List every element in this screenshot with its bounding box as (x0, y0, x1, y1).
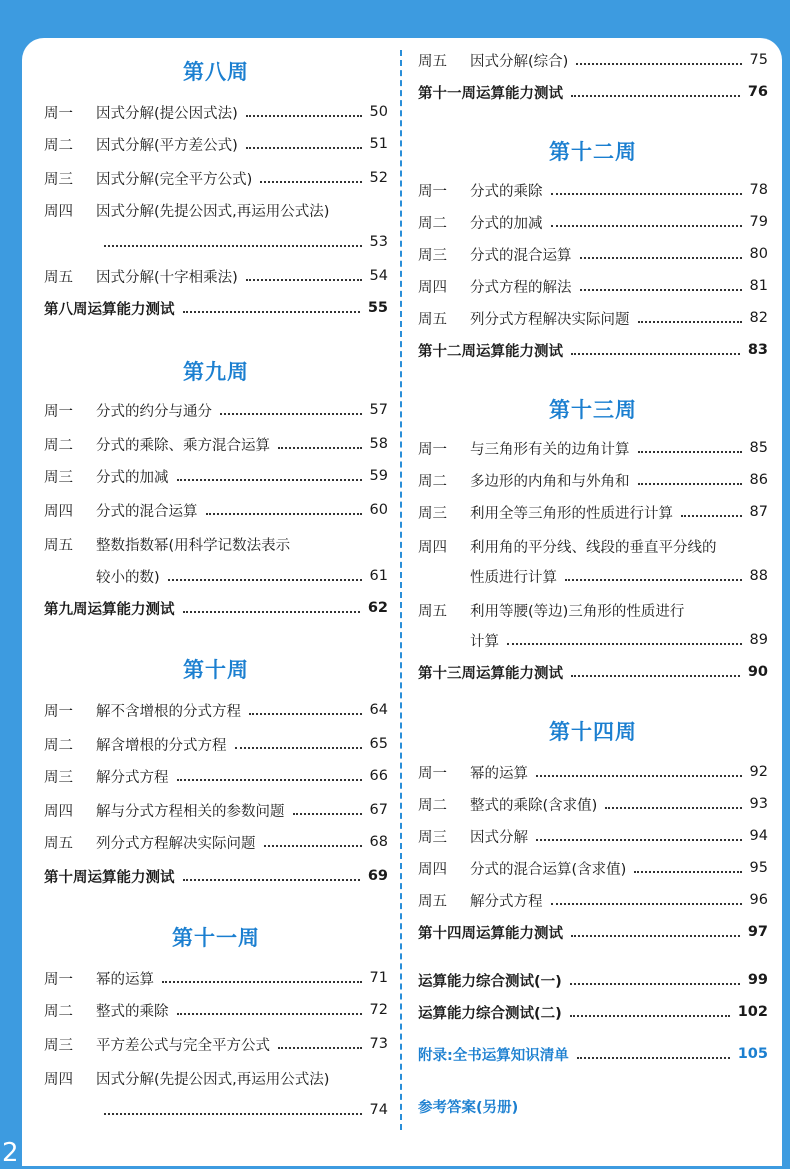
toc-entry[interactable] (418, 274, 768, 298)
page-ref: 57 (369, 402, 388, 418)
entry-title: 平方差公式与完全平方公式 (96, 1037, 270, 1054)
leader-dots (168, 579, 362, 581)
leader-dots (278, 447, 362, 449)
leader-dots (551, 903, 742, 905)
day-label: 周二 (44, 737, 73, 754)
page-ref: 59 (369, 468, 388, 484)
page-ref: 102 (737, 1004, 768, 1020)
weekly-test-entry[interactable] (418, 80, 768, 104)
leader-dots (571, 95, 740, 97)
day-label: 周二 (418, 215, 447, 232)
leader-dots (536, 775, 742, 777)
leader-dots (206, 513, 362, 515)
weekly-test-entry[interactable] (44, 596, 388, 620)
entry-title: 第八周运算能力测试 (44, 301, 175, 318)
leader-dots (638, 321, 742, 323)
leader-dots (681, 515, 742, 517)
week-12-heading: 第十二周 (549, 140, 637, 164)
toc-entry[interactable] (44, 732, 388, 756)
day-label: 周三 (418, 505, 447, 522)
leader-dots (177, 779, 362, 781)
entry-title: 幂的运算 (470, 765, 528, 782)
page-ref: 105 (737, 1046, 768, 1062)
toc-entry[interactable] (44, 464, 388, 488)
toc-entry[interactable] (44, 166, 388, 190)
leader-dots (183, 879, 360, 881)
leader-dots (162, 981, 362, 983)
toc-entry[interactable] (418, 210, 768, 234)
entry-title: 解分式方程 (470, 893, 543, 910)
leader-dots (278, 1047, 362, 1049)
leader-dots (580, 257, 742, 259)
toc-entry[interactable] (418, 242, 768, 266)
page-ref: 94 (749, 828, 768, 844)
leader-dots (220, 413, 362, 415)
day-label: 周四 (44, 803, 73, 820)
leader-dots (571, 675, 740, 677)
entry-title: 分式的约分与通分 (96, 403, 212, 420)
page-ref: 53 (369, 234, 388, 250)
toc-entry[interactable] (44, 498, 388, 522)
entry-title: 整数指数幂(用科学记数法表示 (96, 537, 291, 554)
day-label: 周二 (44, 1003, 73, 1020)
day-label: 周三 (44, 469, 73, 486)
page-ref: 90 (747, 664, 768, 680)
day-label: 周一 (418, 765, 447, 782)
toc-entry[interactable] (418, 888, 768, 912)
toc-entry[interactable] (418, 856, 768, 880)
day-label: 周一 (418, 183, 447, 200)
page-ref: 92 (749, 764, 768, 780)
entry-title: 与三角形有关的边角计算 (470, 441, 630, 458)
entry-title: 解含增根的分式方程 (96, 737, 227, 754)
day-label: 周五 (418, 311, 447, 328)
leader-dots (576, 63, 741, 65)
toc-entry[interactable] (44, 830, 388, 854)
page-ref: 69 (367, 868, 388, 884)
toc-entry[interactable] (418, 436, 768, 460)
entry-title: 利用全等三角形的性质进行计算 (470, 505, 673, 522)
week-8-heading: 第八周 (183, 60, 249, 84)
leader-dots (536, 839, 742, 841)
page-ref: 75 (749, 52, 768, 68)
entry-title: 解不含增根的分式方程 (96, 703, 241, 720)
page-ref: 68 (369, 834, 388, 850)
toc-entry[interactable] (44, 1032, 388, 1056)
day-label: 周一 (44, 971, 73, 988)
weekly-test-entry[interactable] (418, 660, 768, 684)
comprehensive-test-entry[interactable] (418, 1000, 768, 1024)
page-ref: 88 (749, 568, 768, 584)
page-ref: 65 (369, 736, 388, 752)
weekly-test-entry[interactable] (44, 296, 388, 320)
leader-dots (634, 871, 741, 873)
day-label: 周四 (44, 203, 73, 220)
day-label: 周四 (418, 861, 447, 878)
day-label: 周一 (44, 703, 73, 720)
entry-title: 因式分解(平方差公式) (96, 137, 238, 154)
page-ref: 51 (369, 136, 388, 152)
page-ref: 64 (369, 702, 388, 718)
toc-entry[interactable] (418, 534, 768, 558)
leader-dots (104, 1113, 362, 1115)
entry-title: 因式分解(十字相乘法) (96, 269, 238, 286)
leader-dots (183, 311, 360, 313)
page-ref: 54 (369, 268, 388, 284)
day-label: 周二 (44, 137, 73, 154)
entry-title: 运算能力综合测试(一) (418, 973, 562, 990)
leader-dots (571, 935, 740, 937)
leader-dots (580, 289, 742, 291)
toc-entry[interactable] (418, 500, 768, 524)
day-label: 周一 (44, 105, 73, 122)
toc-entry[interactable] (418, 306, 768, 330)
entry-title: 较小的数) (96, 569, 160, 586)
day-label: 周二 (44, 437, 73, 454)
page-ref: 96 (749, 892, 768, 908)
toc-entry[interactable] (44, 798, 388, 822)
toc-entry[interactable] (44, 764, 388, 788)
comprehensive-test-entry[interactable] (418, 968, 768, 992)
leader-dots (177, 479, 362, 481)
page-ref: 50 (369, 104, 388, 120)
entry-title: 第十三周运算能力测试 (418, 665, 563, 682)
entry-title: 幂的运算 (96, 971, 154, 988)
day-label: 周四 (44, 1071, 73, 1088)
toc-entry[interactable] (418, 824, 768, 848)
entry-title: 多边形的内角和与外角和 (470, 473, 630, 490)
entry-title: 分式的乘除、乘方混合运算 (96, 437, 270, 454)
page-ref: 66 (369, 768, 388, 784)
toc-entry[interactable] (418, 468, 768, 492)
toc-entry[interactable] (44, 198, 388, 222)
entry-title: 列分式方程解决实际问题 (470, 311, 630, 328)
entry-title: 附录:全书运算知识清单 (418, 1047, 569, 1064)
day-label: 周二 (418, 473, 447, 490)
entry-title: 整式的乘除 (96, 1003, 169, 1020)
page-ref: 73 (369, 1036, 388, 1052)
leader-dots (638, 483, 742, 485)
leader-dots (570, 983, 740, 985)
entry-title: 分式的混合运算(含求值) (470, 861, 627, 878)
toc-entry-continuation[interactable] (470, 564, 768, 588)
entry-title: 分式的加减 (470, 215, 543, 232)
toc-entry[interactable] (44, 698, 388, 722)
toc-entry[interactable] (418, 178, 768, 202)
day-label: 周五 (44, 835, 73, 852)
page-ref: 58 (369, 436, 388, 452)
leader-dots (638, 451, 742, 453)
entry-title: 因式分解(先提公因式,再运用公式法) (96, 1071, 330, 1088)
page-ref: 85 (749, 440, 768, 456)
entry-title: 分式的混合运算 (470, 247, 572, 264)
week-14-heading: 第十四周 (549, 720, 637, 744)
page-ref: 61 (369, 568, 388, 584)
day-label: 周三 (44, 171, 73, 188)
leader-dots (246, 279, 362, 281)
leader-dots (551, 193, 742, 195)
leader-dots (264, 845, 362, 847)
leader-dots (104, 245, 362, 247)
entry-title: 因式分解(先提公因式,再运用公式法) (96, 203, 330, 220)
day-label: 周五 (418, 603, 447, 620)
day-label: 周三 (44, 1037, 73, 1054)
day-label: 周四 (418, 279, 447, 296)
leader-dots (605, 807, 741, 809)
week-11-heading: 第十一周 (172, 926, 260, 950)
page-ref: 95 (749, 860, 768, 876)
entry-title: 因式分解(完全平方公式) (96, 171, 253, 188)
answers-entry[interactable] (418, 1094, 768, 1118)
toc-entry[interactable] (418, 760, 768, 784)
page-ref: 79 (749, 214, 768, 230)
toc-entry[interactable] (44, 264, 388, 288)
leader-dots (235, 747, 362, 749)
leader-dots (177, 1013, 362, 1015)
day-label: 周一 (418, 441, 447, 458)
page-ref: 62 (367, 600, 388, 616)
leader-dots (577, 1057, 730, 1059)
toc-entry[interactable] (418, 792, 768, 816)
entry-title: 参考答案(另册) (418, 1099, 519, 1116)
entry-title: 分式方程的解法 (470, 279, 572, 296)
leader-dots (246, 115, 362, 117)
day-label: 周五 (418, 893, 447, 910)
entry-title: 第九周运算能力测试 (44, 601, 175, 618)
leader-dots (260, 181, 361, 183)
leader-dots (570, 1015, 730, 1017)
entry-title: 第十周运算能力测试 (44, 869, 175, 886)
weekly-test-entry[interactable] (418, 338, 768, 362)
page-ref: 52 (369, 170, 388, 186)
entry-title: 第十四周运算能力测试 (418, 925, 563, 942)
toc-entry[interactable] (418, 48, 768, 72)
day-label: 周三 (418, 247, 447, 264)
leader-dots (571, 353, 740, 355)
page-ref: 80 (749, 246, 768, 262)
toc-entry-continuation[interactable] (470, 628, 768, 652)
day-label: 周三 (44, 769, 73, 786)
entry-title: 分式的加减 (96, 469, 169, 486)
page-ref: 55 (367, 300, 388, 316)
toc-entry[interactable] (418, 598, 768, 622)
toc-entry[interactable] (44, 998, 388, 1022)
day-label: 周五 (44, 537, 73, 554)
entry-title: 因式分解(综合) (470, 53, 569, 70)
entry-title: 第十一周运算能力测试 (418, 85, 563, 102)
leader-dots (565, 579, 742, 581)
page-ref: 99 (747, 972, 768, 988)
entry-title: 解与分式方程相关的参数问题 (96, 803, 285, 820)
leader-dots (249, 713, 362, 715)
leader-dots (551, 225, 742, 227)
entry-title: 解分式方程 (96, 769, 169, 786)
toc-entry[interactable] (44, 1066, 388, 1090)
entry-title: 列分式方程解决实际问题 (96, 835, 256, 852)
toc-entry[interactable] (44, 100, 388, 124)
day-label: 周三 (418, 829, 447, 846)
entry-title: 计算 (470, 633, 499, 650)
entry-title: 分式的乘除 (470, 183, 543, 200)
page-ref: 82 (749, 310, 768, 326)
page-ref: 78 (749, 182, 768, 198)
day-label: 周二 (418, 797, 447, 814)
page-ref: 72 (369, 1002, 388, 1018)
day-label: 周五 (44, 269, 73, 286)
day-label: 周四 (418, 539, 447, 556)
appendix-entry[interactable] (418, 1042, 768, 1066)
leader-dots (183, 611, 360, 613)
page-ref: 76 (747, 84, 768, 100)
toc-entry[interactable] (44, 132, 388, 156)
toc-entry[interactable] (44, 532, 388, 556)
weekly-test-entry[interactable] (44, 864, 388, 888)
entry-title: 第十二周运算能力测试 (418, 343, 563, 360)
toc-entry[interactable] (44, 398, 388, 422)
entry-title: 整式的乘除(含求值) (470, 797, 598, 814)
leader-dots (246, 147, 362, 149)
toc-entry-continuation[interactable] (96, 564, 388, 588)
page-ref: 74 (369, 1102, 388, 1118)
entry-title: 分式的混合运算 (96, 503, 198, 520)
leader-dots (507, 643, 742, 645)
page-ref: 97 (747, 924, 768, 940)
page-number: 2 (2, 1138, 19, 1168)
leader-dots (293, 813, 362, 815)
page-ref: 67 (369, 802, 388, 818)
week-13-heading: 第十三周 (549, 398, 637, 422)
page-ref: 81 (749, 278, 768, 294)
day-label: 周四 (44, 503, 73, 520)
week-9-heading: 第九周 (183, 360, 249, 384)
toc-entry-continuation[interactable] (104, 230, 388, 254)
entry-title: 性质进行计算 (470, 569, 557, 586)
toc-entry[interactable] (44, 966, 388, 990)
entry-title: 利用角的平分线、线段的垂直平分线的 (470, 539, 717, 556)
page-ref: 83 (747, 342, 768, 358)
toc-entry[interactable] (44, 432, 388, 456)
page-ref: 60 (369, 502, 388, 518)
page-ref: 93 (749, 796, 768, 812)
page-ref: 86 (749, 472, 768, 488)
toc-entry-continuation[interactable] (104, 1098, 388, 1122)
entry-title: 因式分解(提公因式法) (96, 105, 238, 122)
page-ref: 87 (749, 504, 768, 520)
entry-title: 因式分解 (470, 829, 528, 846)
page-ref: 71 (369, 970, 388, 986)
week-10-heading: 第十周 (183, 658, 249, 682)
page-ref: 89 (749, 632, 768, 648)
day-label: 周一 (44, 403, 73, 420)
column-divider (400, 50, 402, 1130)
entry-title: 利用等腰(等边)三角形的性质进行 (470, 603, 685, 620)
weekly-test-entry[interactable] (418, 920, 768, 944)
day-label: 周五 (418, 53, 447, 70)
entry-title: 运算能力综合测试(二) (418, 1005, 562, 1022)
